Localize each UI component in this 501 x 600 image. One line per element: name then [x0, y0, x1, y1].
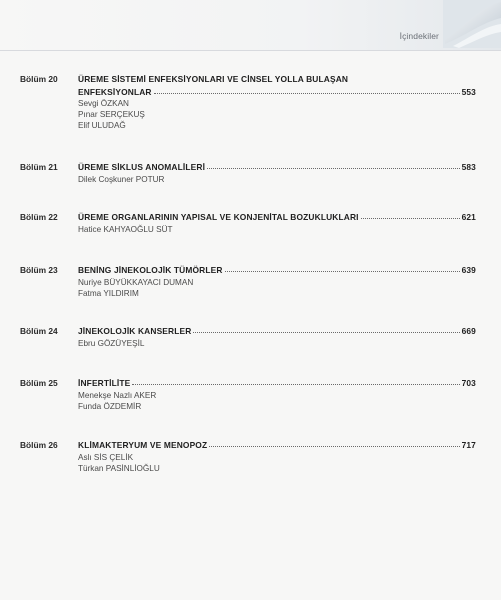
chapter-title: İNFERTİLİTE — [78, 378, 131, 388]
author: Pınar SERÇEKUŞ — [78, 110, 145, 119]
author: Menekşe Nazlı AKER — [78, 391, 157, 400]
page-number: 553 — [461, 87, 476, 97]
author: Nuriye BÜYÜKKAYACI DUMAN — [78, 278, 194, 287]
page-number: 639 — [461, 265, 476, 275]
header-title: İçindekiler — [399, 31, 439, 41]
dot-leader — [154, 87, 460, 94]
chapter-title-row — [78, 87, 476, 97]
author: Hatice KAHYAOĞLU SÜT — [78, 225, 173, 234]
chapter-title-row — [78, 212, 476, 222]
chapter-title-row — [78, 265, 476, 275]
author: Dilek Coşkuner POTUR — [78, 175, 165, 184]
page-number: 703 — [461, 378, 476, 388]
author: Ebru GÖZÜYEŞİL — [78, 339, 145, 348]
chapter-number: Bölüm 22 — [20, 212, 58, 222]
page-number: 621 — [461, 212, 476, 222]
dot-leader — [209, 440, 459, 447]
chapter-number: Bölüm 26 — [20, 440, 58, 450]
page-number: 669 — [461, 326, 476, 336]
chapter-title-row — [78, 440, 476, 450]
author: Aslı SİS ÇELİK — [78, 453, 134, 462]
author: Funda ÖZDEMİR — [78, 402, 142, 411]
author: Elif ULUDAĞ — [78, 121, 126, 130]
page-number: 583 — [461, 162, 476, 172]
dot-leader — [361, 212, 460, 219]
chapter-title-line1: ÜREME SİSTEMİ ENFEKSİYONLARI VE CİNSEL YOLLA BULAŞAN — [78, 74, 349, 84]
author: Fatma YILDIRIM — [78, 289, 139, 298]
chapter-title: KLİMAKTERYUM VE MENOPOZ — [78, 440, 208, 450]
chapter-number: Bölüm 20 — [20, 74, 58, 84]
dot-leader — [207, 162, 460, 169]
chapter-title-row — [78, 326, 476, 336]
chapter-number: Bölüm 21 — [20, 162, 58, 172]
chapter-title: ÜREME SİKLUS ANOMALİLERİ — [78, 162, 206, 172]
page-number: 717 — [461, 440, 476, 450]
chapter-title-line2: ENFEKSİYONLAR — [78, 87, 152, 97]
chapter-title: JİNEKOLOJİK KANSERLER — [78, 326, 192, 336]
chapter-title-row — [78, 378, 476, 388]
dot-leader — [193, 326, 459, 333]
chapter-number: Bölüm 25 — [20, 378, 58, 388]
author: Türkan PASİNLİOĞLU — [78, 464, 160, 473]
author: Sevgi ÖZKAN — [78, 99, 129, 108]
chapter-title-row — [78, 162, 476, 172]
chapter-title: ÜREME ORGANLARININ YAPISAL VE KONJENİTAL BOZUKLUKLARI — [78, 212, 359, 222]
chapter-title: BENİNG JİNEKOLOJİK TÜMÖRLER — [78, 265, 223, 275]
dot-leader — [132, 378, 459, 385]
chapter-number: Bölüm 24 — [20, 326, 58, 336]
chapter-number: Bölüm 23 — [20, 265, 58, 275]
dot-leader — [225, 265, 460, 272]
